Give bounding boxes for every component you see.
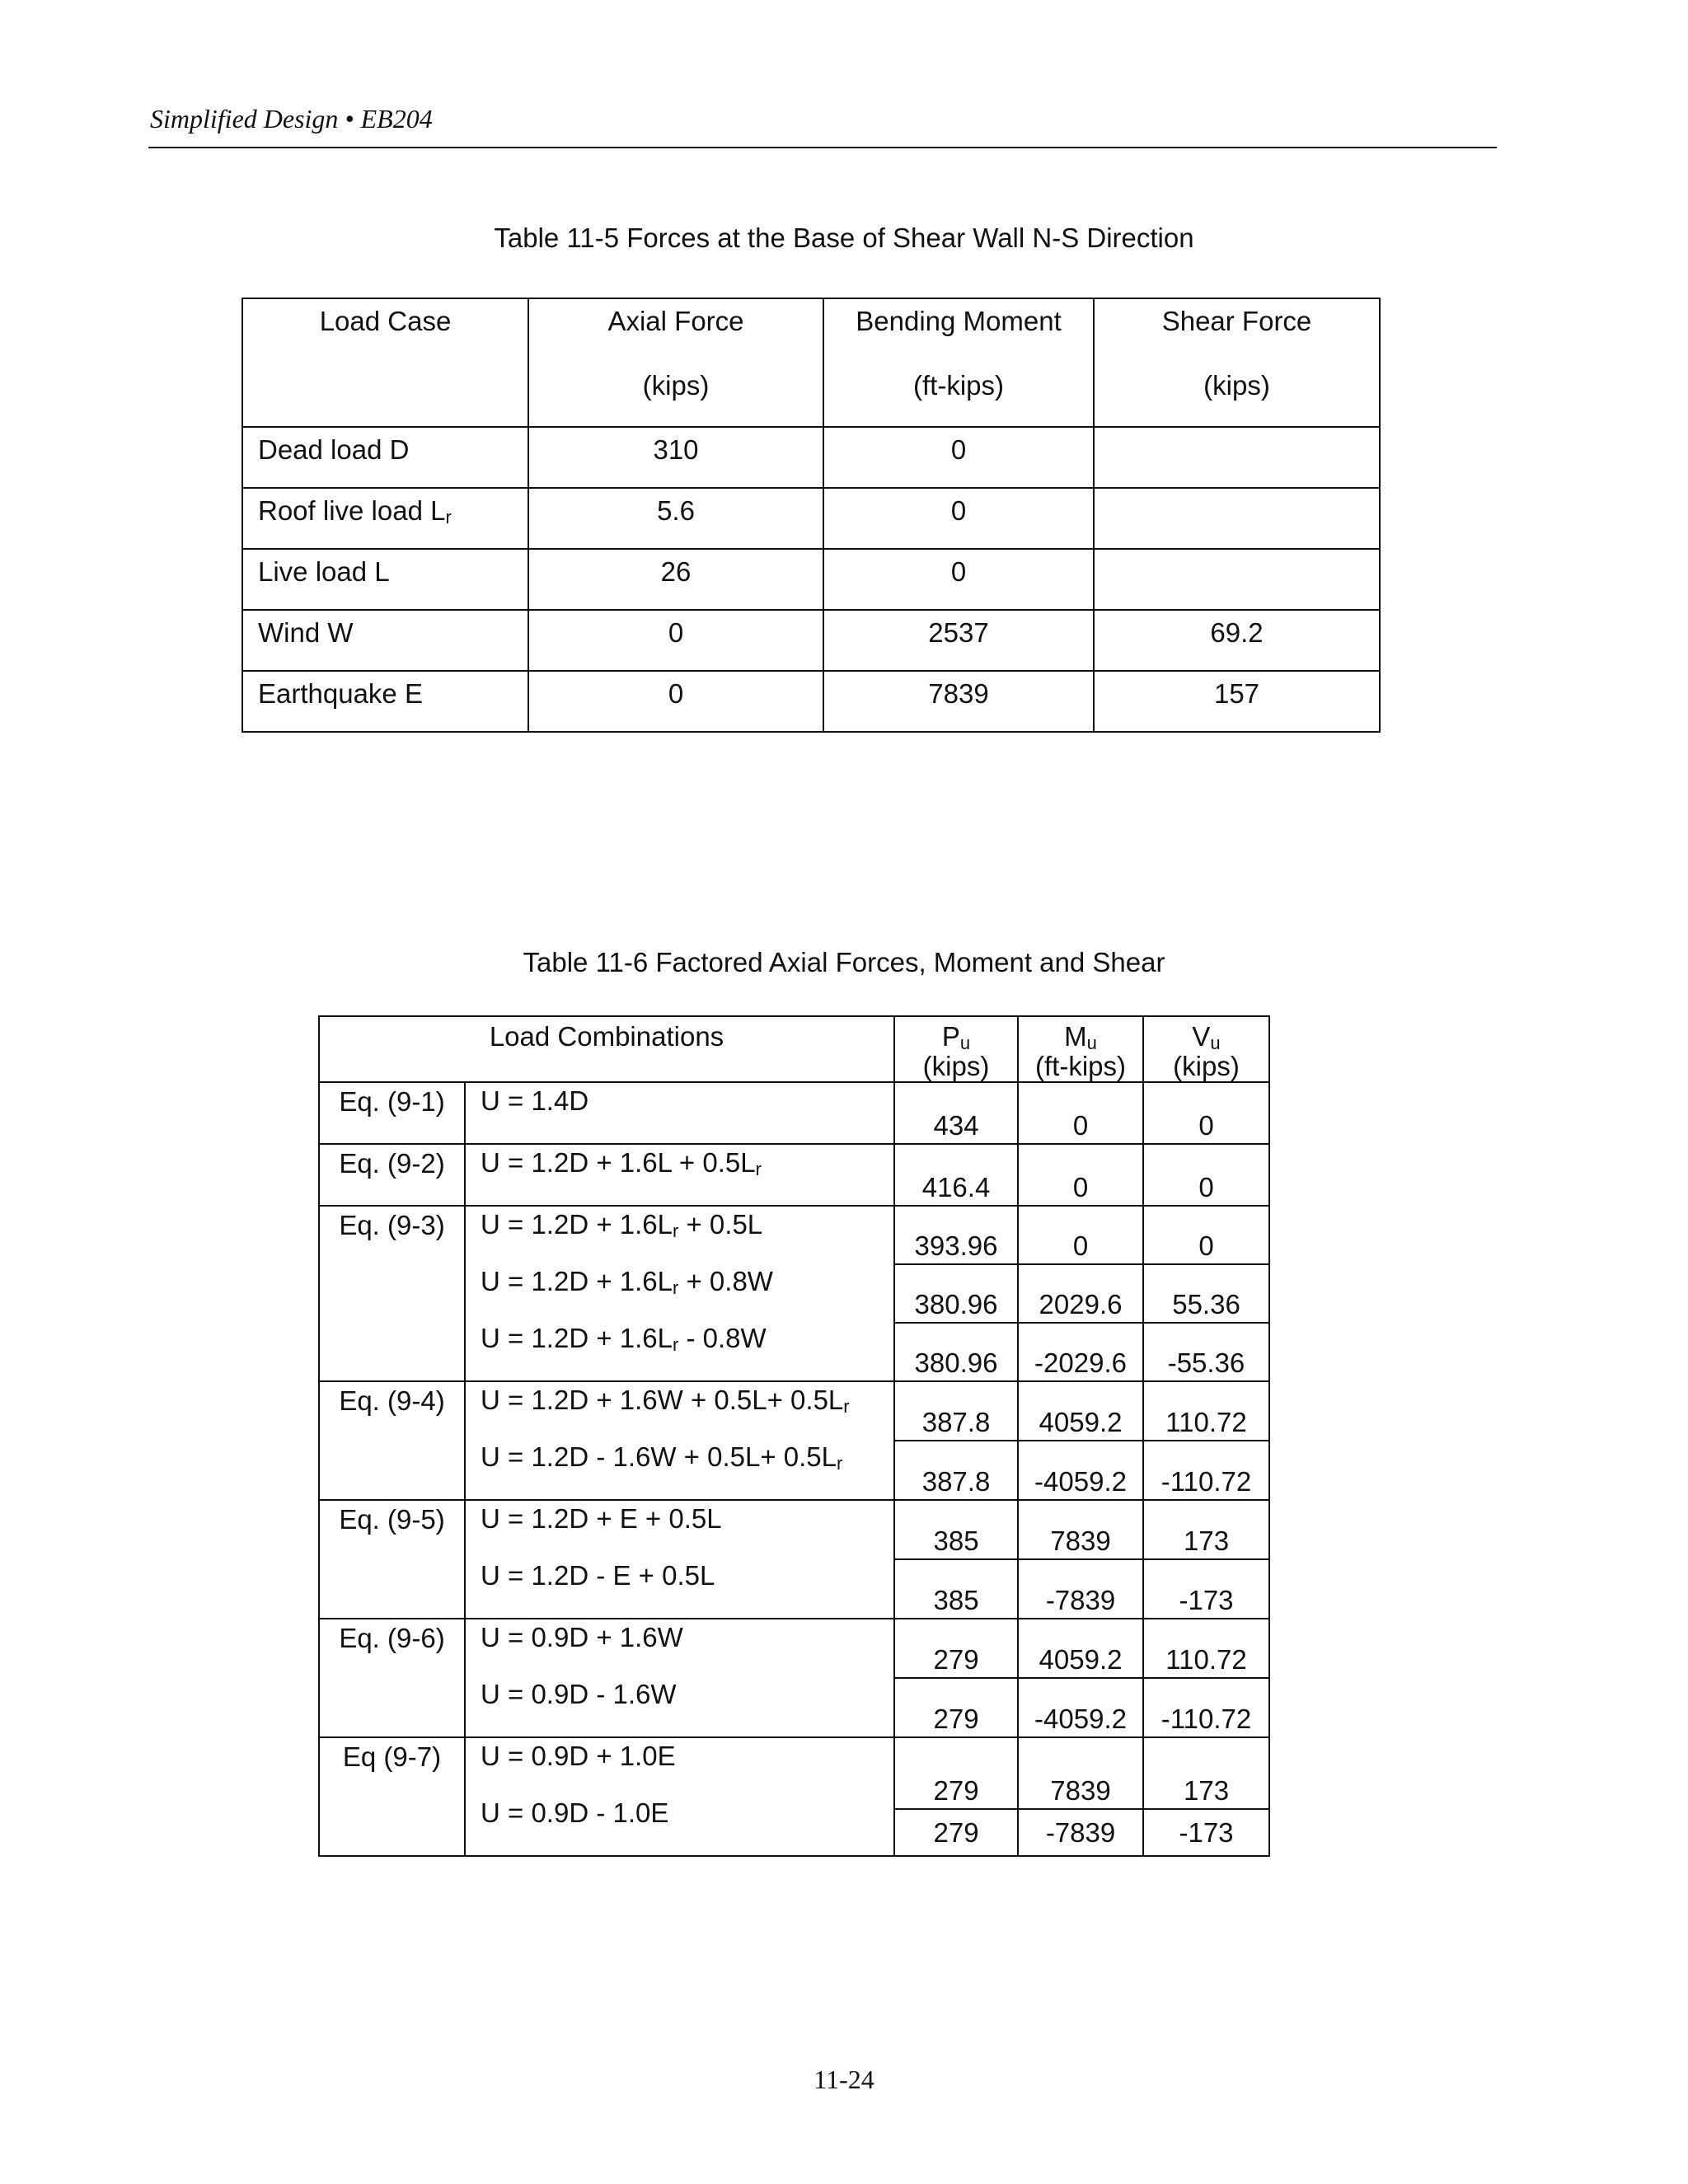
axial-force-cell: 0 xyxy=(528,610,823,671)
table-row xyxy=(242,488,1380,549)
combination-cell xyxy=(465,1737,894,1856)
formula-text-tail: - 0.8W xyxy=(678,1323,767,1353)
mu-value-cell: -4059.2 xyxy=(1018,1678,1143,1737)
header-unit: (kips) xyxy=(922,1051,990,1081)
vu-value-cell: 173 xyxy=(1143,1500,1269,1559)
formula-subscript: r xyxy=(672,1277,679,1298)
header-label: Axial Force xyxy=(607,306,744,336)
combination-formula xyxy=(481,1623,893,1680)
pu-value-cell: 279 xyxy=(894,1678,1018,1737)
forces-table xyxy=(241,298,1381,733)
header-cell-bending-moment xyxy=(823,298,1094,427)
factored-forces-header-row xyxy=(319,1016,1269,1082)
bending-moment-cell: 7839 xyxy=(823,671,1094,732)
formula-subscript: r xyxy=(843,1396,850,1417)
shear-force-cell: 157 xyxy=(1094,671,1380,732)
combination-cell xyxy=(465,1381,894,1500)
table-row xyxy=(319,1500,1269,1559)
table-row xyxy=(319,1206,1269,1264)
formula-subscript: r xyxy=(755,1159,762,1179)
forces-table-header-row xyxy=(242,298,1380,427)
formula-text: U = 0.9D + 1.0E xyxy=(481,1741,676,1771)
equation-number-cell: Eq. (9-2) xyxy=(319,1144,465,1206)
mu-value-cell: 4059.2 xyxy=(1018,1381,1143,1441)
header-cell-load-combinations: Load Combinations xyxy=(319,1016,894,1082)
mu-value-cell: -7839 xyxy=(1018,1809,1143,1856)
header-subscript: u xyxy=(959,1033,971,1053)
vu-value-cell: 110.72 xyxy=(1143,1381,1269,1441)
header-rule xyxy=(148,147,1497,148)
header-cell-pu xyxy=(894,1016,1018,1082)
mu-value-cell: -7839 xyxy=(1018,1559,1143,1619)
pu-value-cell: 279 xyxy=(894,1809,1018,1856)
page-number: 11-24 xyxy=(814,2064,874,2094)
shear-force-cell xyxy=(1094,488,1380,549)
header-subscript: u xyxy=(1086,1033,1097,1053)
formula-text: U = 1.4D xyxy=(481,1085,589,1116)
mu-value-cell: 0 xyxy=(1018,1082,1143,1144)
mu-value-cell: 0 xyxy=(1018,1144,1143,1206)
formula-subscript: r xyxy=(672,1221,679,1241)
load-case-cell xyxy=(242,610,528,671)
table-row xyxy=(319,1737,1269,1809)
shear-force-cell: 69.2 xyxy=(1094,610,1380,671)
combination-formula xyxy=(481,1148,893,1205)
header-cell-vu xyxy=(1143,1016,1269,1082)
formula-text: U = 1.2D - E + 0.5L xyxy=(481,1560,715,1591)
running-title: Simplified Design • EB204 xyxy=(150,104,433,134)
header-cell-shear-force xyxy=(1094,298,1380,427)
equation-number-cell: Eq. (9-4) xyxy=(319,1381,465,1500)
vu-value-cell: -55.36 xyxy=(1143,1323,1269,1381)
combination-formula xyxy=(481,1504,893,1561)
equation-number-cell: Eq. (9-5) xyxy=(319,1500,465,1619)
table-11-6-caption: Table 11-6 Factored Axial Forces, Moment and Shear xyxy=(523,947,1165,977)
vu-value-cell: 55.36 xyxy=(1143,1264,1269,1323)
vu-value-cell: 0 xyxy=(1143,1144,1269,1206)
factored-forces-table xyxy=(318,1015,1270,1857)
combination-formula xyxy=(481,1442,893,1499)
load-case-cell xyxy=(242,427,528,488)
formula-text: U = 1.2D + 1.6L xyxy=(481,1266,673,1296)
combination-formula xyxy=(481,1680,893,1736)
equation-number-cell: Eq. (9-6) xyxy=(319,1619,465,1737)
pu-value-cell: 387.8 xyxy=(894,1441,1018,1500)
pu-value-cell: 279 xyxy=(894,1737,1018,1809)
formula-text: U = 1.2D + 1.6L + 0.5L xyxy=(481,1147,756,1178)
mu-value-cell: 2029.6 xyxy=(1018,1264,1143,1323)
combination-formula xyxy=(481,1561,893,1618)
load-case-cell xyxy=(242,549,528,610)
axial-force-cell: 5.6 xyxy=(528,488,823,549)
pu-value-cell: 434 xyxy=(894,1082,1018,1144)
formula-text-tail: + 0.8W xyxy=(678,1266,773,1296)
pu-value-cell: 385 xyxy=(894,1500,1018,1559)
pu-value-cell: 279 xyxy=(894,1619,1018,1678)
vu-value-cell: 0 xyxy=(1143,1082,1269,1144)
vu-value-cell: 173 xyxy=(1143,1737,1269,1809)
formula-text: U = 1.2D + 1.6L xyxy=(481,1323,673,1353)
pu-value-cell: 380.96 xyxy=(894,1264,1018,1323)
mu-value-cell: 0 xyxy=(1018,1206,1143,1264)
vu-value-cell: 110.72 xyxy=(1143,1619,1269,1678)
axial-force-cell: 0 xyxy=(528,671,823,732)
header-label: Shear Force xyxy=(1161,306,1312,336)
equation-number-cell: Eq. (9-3) xyxy=(319,1206,465,1381)
formula-text: U = 0.9D - 1.0E xyxy=(481,1797,669,1828)
mu-value-cell: -2029.6 xyxy=(1018,1323,1143,1381)
mu-value-cell: 7839 xyxy=(1018,1500,1143,1559)
load-case-cell xyxy=(242,671,528,732)
formula-text-tail: + 0.5L xyxy=(678,1209,763,1240)
formula-text: U = 1.2D + E + 0.5L xyxy=(481,1503,722,1534)
formula-text: U = 1.2D + 1.6L xyxy=(481,1209,673,1240)
pu-value-cell: 393.96 xyxy=(894,1206,1018,1264)
header-unit: (ft-kips) xyxy=(913,370,1004,401)
header-unit: (kips) xyxy=(1173,1051,1240,1081)
table-row xyxy=(319,1144,1269,1206)
table-row xyxy=(242,427,1380,488)
bending-moment-cell: 2537 xyxy=(823,610,1094,671)
formula-text: U = 1.2D - 1.6W + 0.5L+ 0.5L xyxy=(481,1441,837,1472)
header-symbol: V xyxy=(1192,1021,1211,1052)
header-unit: (ft-kips) xyxy=(1035,1051,1127,1081)
mu-value-cell: 4059.2 xyxy=(1018,1619,1143,1678)
bending-moment-cell: 0 xyxy=(823,488,1094,549)
formula-subscript: r xyxy=(672,1334,679,1355)
combination-cell xyxy=(465,1206,894,1381)
combination-cell xyxy=(465,1619,894,1737)
load-case-label: Live load L xyxy=(258,556,390,587)
combination-cell xyxy=(465,1500,894,1619)
table-row xyxy=(319,1381,1269,1441)
table-row xyxy=(242,671,1380,732)
table-row xyxy=(319,1082,1269,1144)
bending-moment-cell: 0 xyxy=(823,549,1094,610)
formula-subscript: r xyxy=(837,1453,843,1474)
load-case-label: Earthquake E xyxy=(258,678,423,709)
shear-force-cell xyxy=(1094,549,1380,610)
header-symbol: M xyxy=(1064,1021,1087,1052)
formula-text: U = 1.2D + 1.6W + 0.5L+ 0.5L xyxy=(481,1385,844,1415)
formula-text: U = 0.9D + 1.6W xyxy=(481,1622,683,1652)
table-row xyxy=(242,610,1380,671)
header-symbol: P xyxy=(941,1021,960,1052)
table-row xyxy=(242,549,1380,610)
header-cell-mu xyxy=(1018,1016,1143,1082)
load-case-label: Roof live load L xyxy=(258,495,446,526)
table-11-5-caption: Table 11-5 Forces at the Base of Shear Wall N-S Direction xyxy=(494,223,1194,253)
mu-value-cell: 7839 xyxy=(1018,1737,1143,1809)
header-unit: (kips) xyxy=(1203,370,1270,401)
table-row xyxy=(319,1619,1269,1678)
combination-formula xyxy=(481,1798,893,1855)
pu-value-cell: 387.8 xyxy=(894,1381,1018,1441)
axial-force-cell: 26 xyxy=(528,549,823,610)
combination-formula xyxy=(481,1086,893,1143)
equation-number-cell: Eq (9-7) xyxy=(319,1737,465,1856)
pu-value-cell: 380.96 xyxy=(894,1323,1018,1381)
header-cell-load-case xyxy=(242,298,528,427)
combination-cell xyxy=(465,1082,894,1144)
combination-formula xyxy=(481,1741,893,1798)
pu-value-cell: 385 xyxy=(894,1559,1018,1619)
load-case-label: Dead load D xyxy=(258,434,410,465)
combination-formula xyxy=(481,1267,893,1324)
vu-value-cell: -110.72 xyxy=(1143,1441,1269,1500)
header-subscript: u xyxy=(1210,1033,1221,1053)
header-cell-axial-force xyxy=(528,298,823,427)
pu-value-cell: 416.4 xyxy=(894,1144,1018,1206)
combination-cell xyxy=(465,1144,894,1206)
load-case-cell xyxy=(242,488,528,549)
vu-value-cell: -110.72 xyxy=(1143,1678,1269,1737)
vu-value-cell: -173 xyxy=(1143,1809,1269,1856)
mu-value-cell: -4059.2 xyxy=(1018,1441,1143,1500)
vu-value-cell: 0 xyxy=(1143,1206,1269,1264)
combination-formula xyxy=(481,1385,893,1442)
load-case-label: Wind W xyxy=(258,617,354,648)
axial-force-cell: 310 xyxy=(528,427,823,488)
header-unit: (kips) xyxy=(642,370,710,401)
header-label: Load Case xyxy=(319,306,452,336)
header-label: Bending Moment xyxy=(856,306,1062,336)
combination-formula xyxy=(481,1324,893,1380)
equation-number-cell: Eq. (9-1) xyxy=(319,1082,465,1144)
shear-force-cell xyxy=(1094,427,1380,488)
vu-value-cell: -173 xyxy=(1143,1559,1269,1619)
combination-formula xyxy=(481,1210,893,1267)
bending-moment-cell: 0 xyxy=(823,427,1094,488)
formula-text: U = 0.9D - 1.6W xyxy=(481,1679,677,1709)
load-case-subscript: r xyxy=(445,507,452,527)
